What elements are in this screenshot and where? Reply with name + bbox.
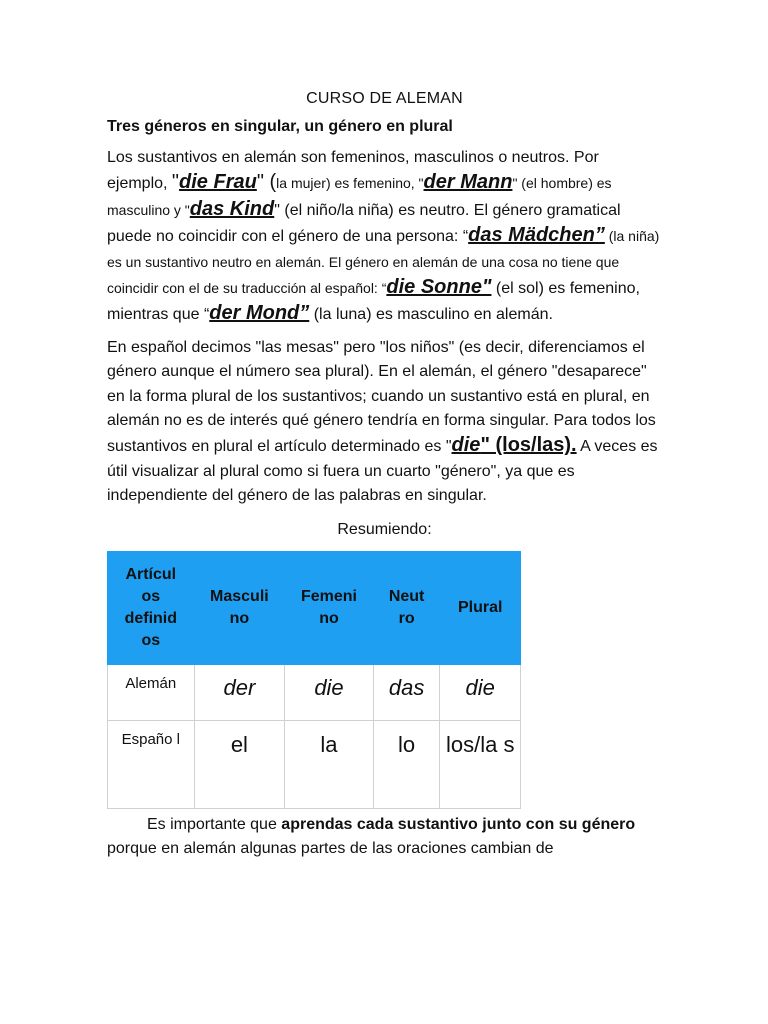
example-los-las: " (los/las). [480,434,577,457]
table-row [108,664,521,720]
table-header-row [108,551,521,664]
paragraph-genders [107,146,662,328]
text: Los sustantivos en alemán son femeninos, masculinos o neutros. Por ejemplo, [107,149,599,193]
row-label-espanol: Españo l [108,720,195,808]
section-heading: Tres géneros en singular, un género en plural [107,118,453,135]
cell-lo: lo [373,720,440,808]
cell-die-plural: die [440,664,521,720]
example-der-mann: der Mann [423,171,513,194]
text: En español decimos "las mesas" pero "los niños" (es decir, diferenciamos el género aunque el número sea plural). En el alemán, el género "desaparece" en la forma plural de los sustantivos; cuando un sustantivo está en plural, en alemán no es de interés qué género tendría en forma singular. Para todos los sustantivos en plural el artículo determinado es " [107,338,656,456]
text: porque en alemán algunas partes de las oraciones cambian de [107,839,554,857]
quote: " ( [256,171,277,194]
example-die-plural: die [451,434,481,457]
table-row [108,720,521,808]
quote: " [171,171,180,194]
header-neutro: Neut ro [373,551,440,664]
example-die-sonne: die Sonne" [386,276,492,299]
cell-der: der [194,664,285,720]
text: " (el niño/la niña) es neutro. El género gramatical puede no coincidir con el género de una persona: “ [107,201,621,246]
text: (la luna) es masculino en alemán. [309,306,553,324]
header-articulos: Artícul os definid os [108,551,195,664]
document-title: CURSO DE ALEMAN [306,90,463,107]
cell-la: la [285,720,374,808]
cell-el: el [194,720,285,808]
text: " (el hombre) es masculino y " [107,175,612,218]
text: (el sol) es femenino, mientras que “ [107,280,640,324]
paragraph-plural [107,336,662,509]
document-page [107,90,662,877]
summary-label: Resumiendo: [337,520,432,538]
example-das-kind: das Kind [189,197,275,220]
header-plural: Plural [440,551,521,664]
example-der-mond: der Mond” [209,302,310,325]
row-label-aleman: Alemán [108,664,195,720]
paragraph-important [107,813,662,861]
emphasis-text: aprendas cada sustantivo junto con su género [281,815,636,833]
text: A veces es útil visualizar al plural como si fuera un cuarto "género", ya que es independiente del género de las palabras en singular. [107,438,658,505]
cell-los-las: los/la s [440,720,521,808]
example-die-frau: die Frau [179,171,257,194]
articles-table [107,551,521,809]
header-femenino: Femeni no [285,551,374,664]
text: la mujer) es femenino, " [276,175,424,192]
cell-die: die [285,664,374,720]
text: Es importante que [147,815,282,833]
example-das-maedchen: das Mädchen” [468,224,605,247]
cell-das: das [373,664,440,720]
text: (la niña) es un sustantivo neutro en alemán. El género en alemán de una cosa no tiene que coincidir con el de su traducción al español: “ [107,228,660,297]
header-masculino: Masculi no [194,551,285,664]
